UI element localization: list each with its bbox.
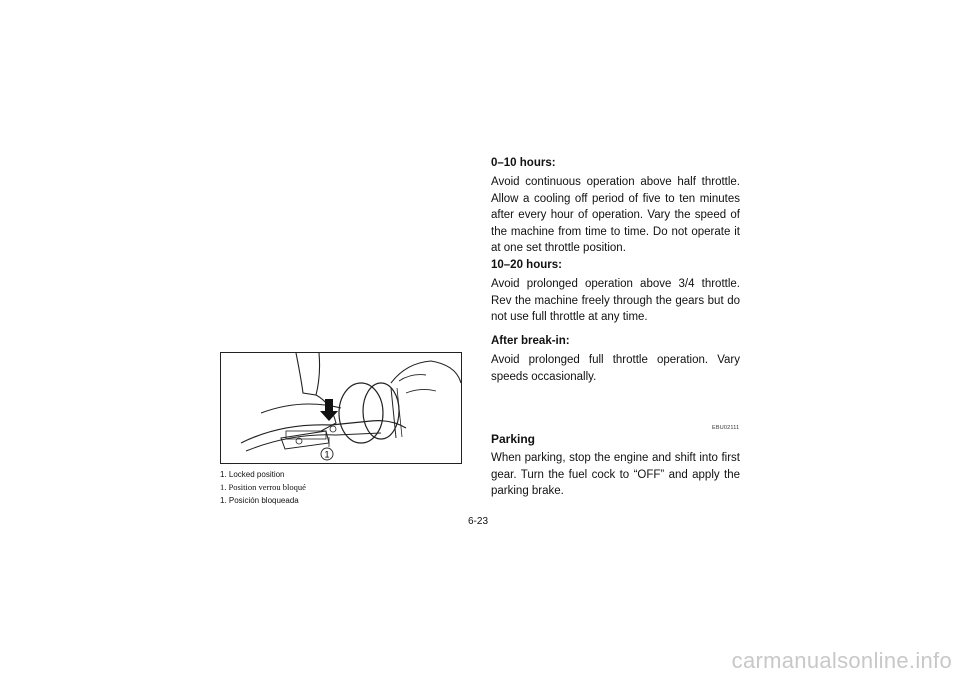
watermark: carmanualsonline.info — [731, 648, 952, 673]
caption-french: 1. Position verrou bloqué — [220, 482, 306, 492]
section-10-20-hours — [491, 258, 740, 326]
caption-english: 1. Locked position — [220, 470, 285, 479]
section-after-break-in — [491, 334, 740, 385]
locked-position-illustration — [220, 352, 462, 464]
section-heading: After break-in: — [491, 335, 570, 347]
section-text: Avoid prolonged operation above 3/4 throttle. Rev the machine freely through the gears but do not use full throttle at any time. — [491, 278, 740, 323]
reference-code: EBU02111 — [712, 425, 740, 431]
section-text: When parking, stop the engine and shift into first gear. Turn the fuel cock to “OFF” and apply the parking brake. — [491, 452, 740, 497]
figure-captions — [220, 468, 306, 507]
section-text: Avoid continuous operation above half throttle. Allow a cooling off period of five to ten minutes after every hour of operation. Vary the speed of the machine from time to time. Do not operate it at one set throttle position. — [491, 176, 740, 254]
handlebar-lever-drawing — [221, 353, 461, 463]
section-heading: Parking — [491, 432, 536, 446]
caption-spanish: 1. Posición bloqueada — [220, 496, 299, 505]
section-0-10-hours — [491, 156, 740, 257]
section-heading: 0–10 hours: — [491, 157, 556, 169]
section-parking — [491, 432, 740, 500]
section-text: Avoid prolonged full throttle operation. Vary speeds occasionally. — [491, 354, 740, 383]
section-heading: 10–20 hours: — [491, 259, 562, 271]
callout-number: 1 — [324, 449, 330, 460]
page-number: 6-23 — [468, 516, 489, 527]
